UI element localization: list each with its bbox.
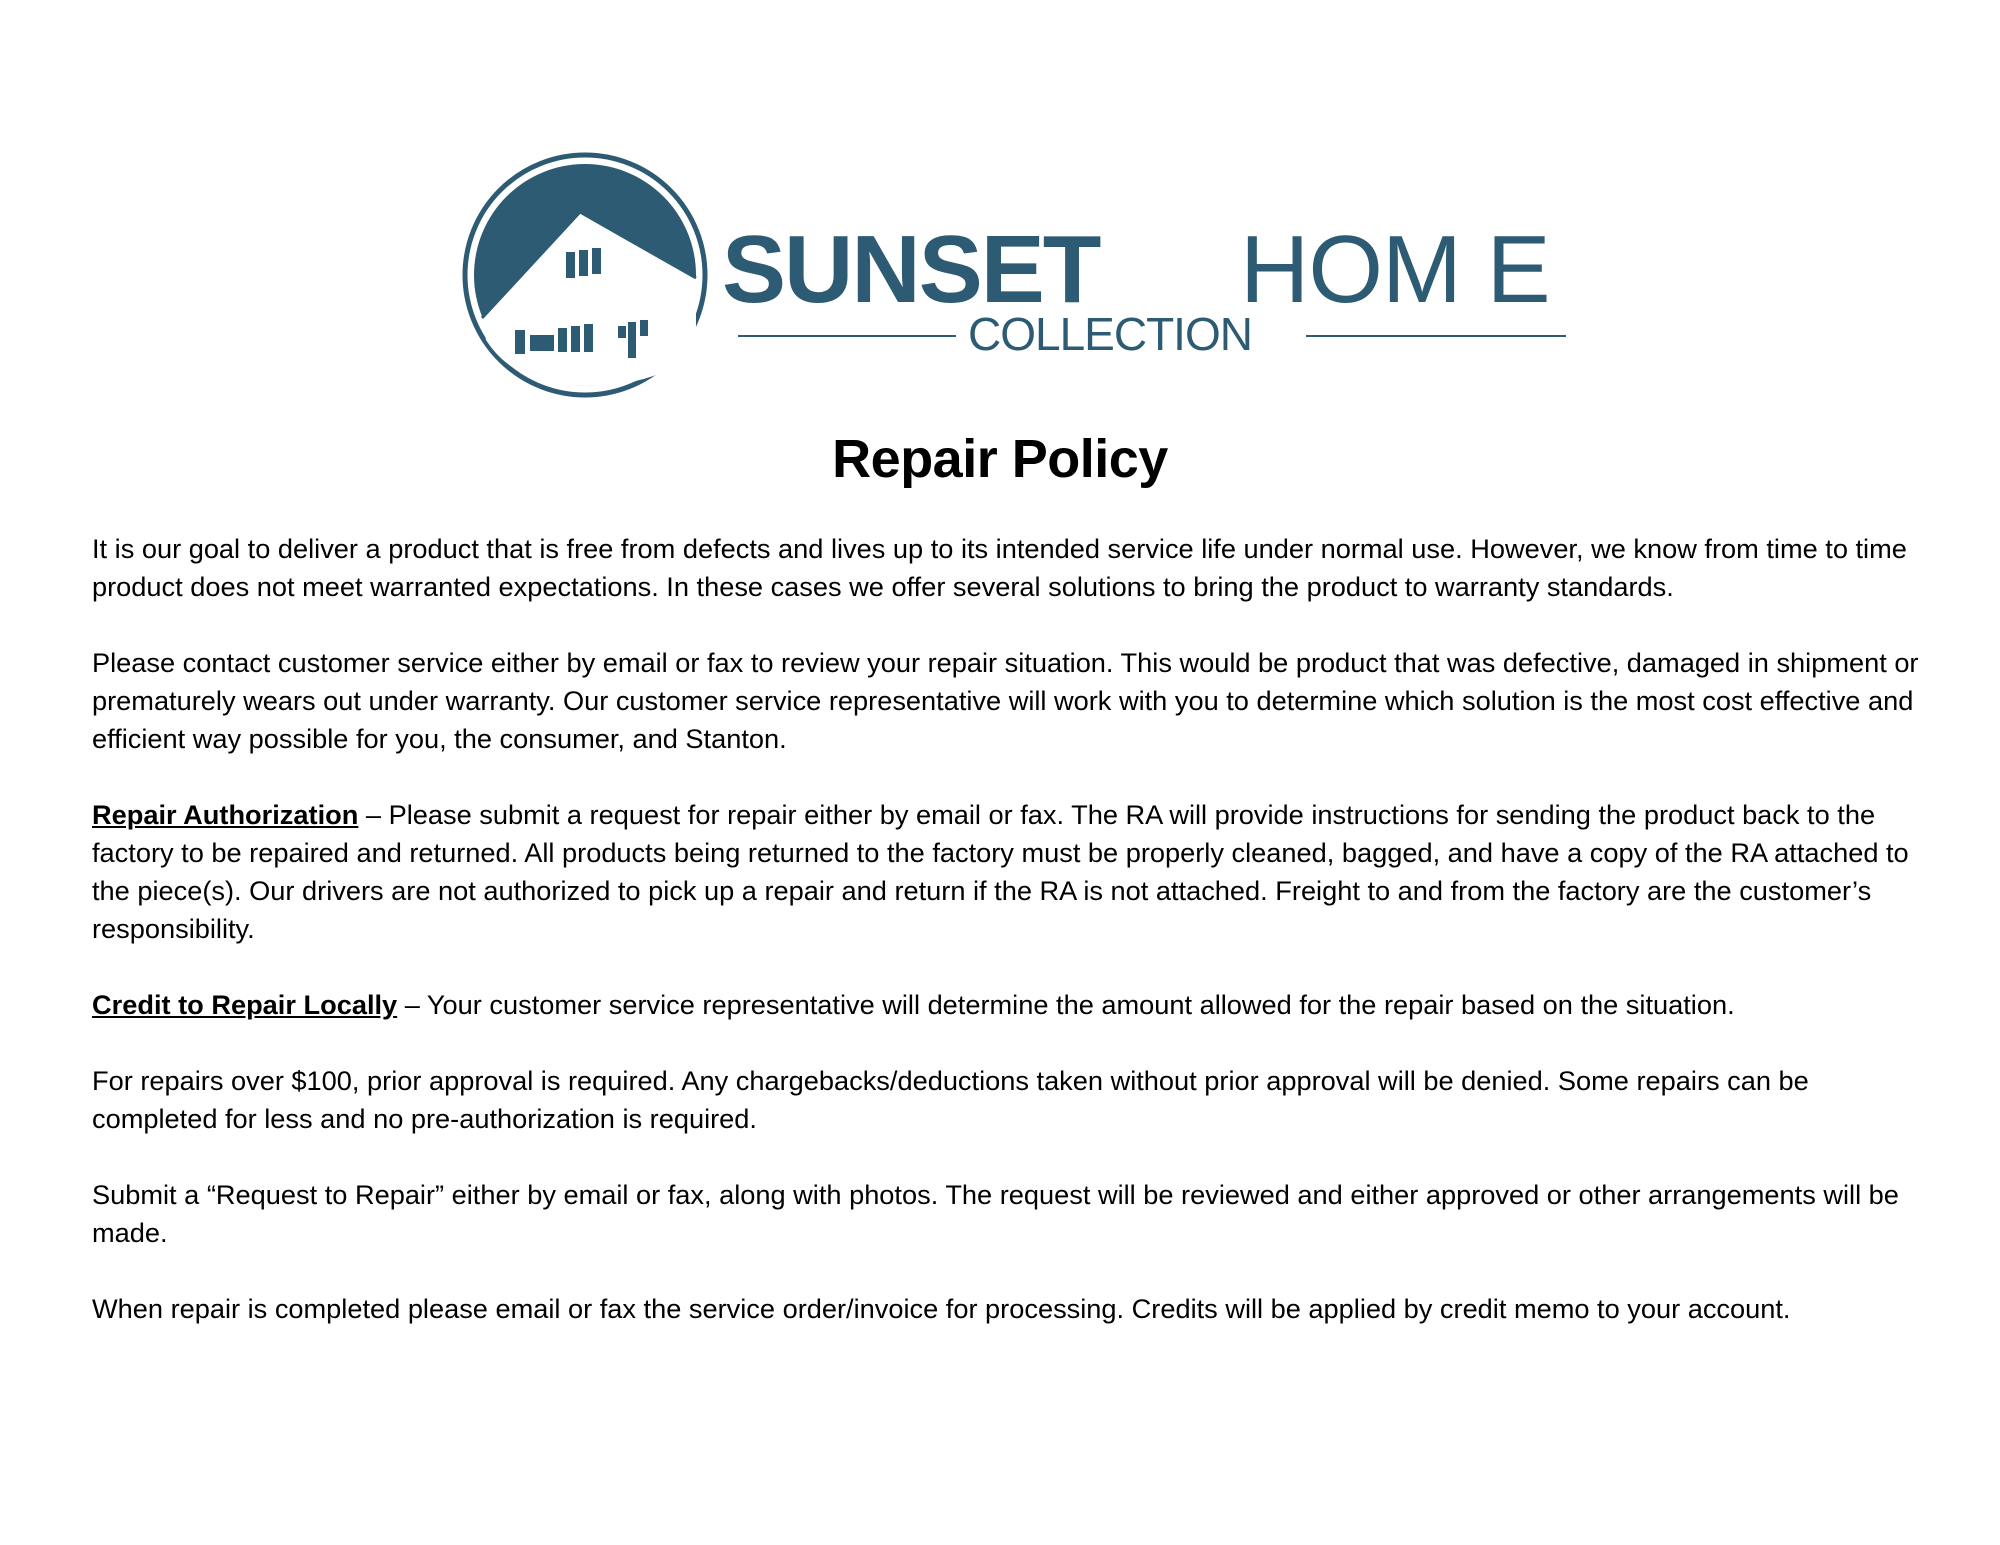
paragraph-repair-authorization (92, 796, 1922, 948)
paragraph-text: When repair is completed please email or fax the service order/invoice for processing. Credits will be applied by credit memo to your account. (92, 1293, 1791, 1324)
paragraph-text: – Your customer service representative will determine the amount allowed for the repair based on the situation. (397, 989, 1735, 1020)
company-logo (460, 150, 1580, 400)
page-title: Repair Policy (832, 429, 1168, 489)
brand-secondary: HOM E (1240, 216, 1550, 323)
paragraph-intro (92, 530, 1922, 606)
paragraph-text: It is our goal to deliver a product that is free from defects and lives up to its intended service life under normal use. However, we know from time to time product does not meet warranted expectations. In these cases we offer several solutions to bring the product to warranty standards. (92, 533, 1907, 602)
paragraph-text: For repairs over $100, prior approval is required. Any chargebacks/deductions taken without prior approval will be denied. Some repairs can be completed for less and no pre-authorization is required. (92, 1065, 1809, 1134)
brand-main: SUNSET (722, 216, 1100, 323)
paragraph-text: Submit a “Request to Repair” either by email or fax, along with photos. The request will be reviewed and either approved or other arrangements will be made. (92, 1179, 1899, 1248)
section-heading: Repair Authorization (92, 799, 359, 830)
paragraph-credit-to-repair (92, 986, 1922, 1024)
paragraph-request (92, 1176, 1922, 1252)
brand-sub: COLLECTION (968, 308, 1252, 360)
paragraph-contact (92, 644, 1922, 758)
section-heading: Credit to Repair Locally (92, 989, 398, 1020)
paragraph-text: Please contact customer service either by email or fax to review your repair situation. This would be product that was defective, damaged in shipment or prematurely wears out under warranty. Our customer service representative will work with you to determine which solution is the most cost effective and efficient way possible for you, the consumer, and Stanton. (92, 647, 1919, 754)
paragraph-completion (92, 1290, 1922, 1328)
logo-graphic (460, 150, 1580, 400)
policy-body (92, 530, 1922, 1366)
house-in-circle-icon (465, 155, 705, 395)
paragraph-approval (92, 1062, 1922, 1138)
paragraph-text: – Please submit a request for repair either by email or fax. The RA will provide instructions for sending the product back to the factory to be repaired and returned. All products being returned to the factory must be properly cleaned, bagged, and have a copy of the RA attached to the piece(s). Our drivers are not authorized to pick up a repair and return if the RA is not attached. Freight to and from the factory are the customer’s responsibility. (92, 799, 1909, 944)
